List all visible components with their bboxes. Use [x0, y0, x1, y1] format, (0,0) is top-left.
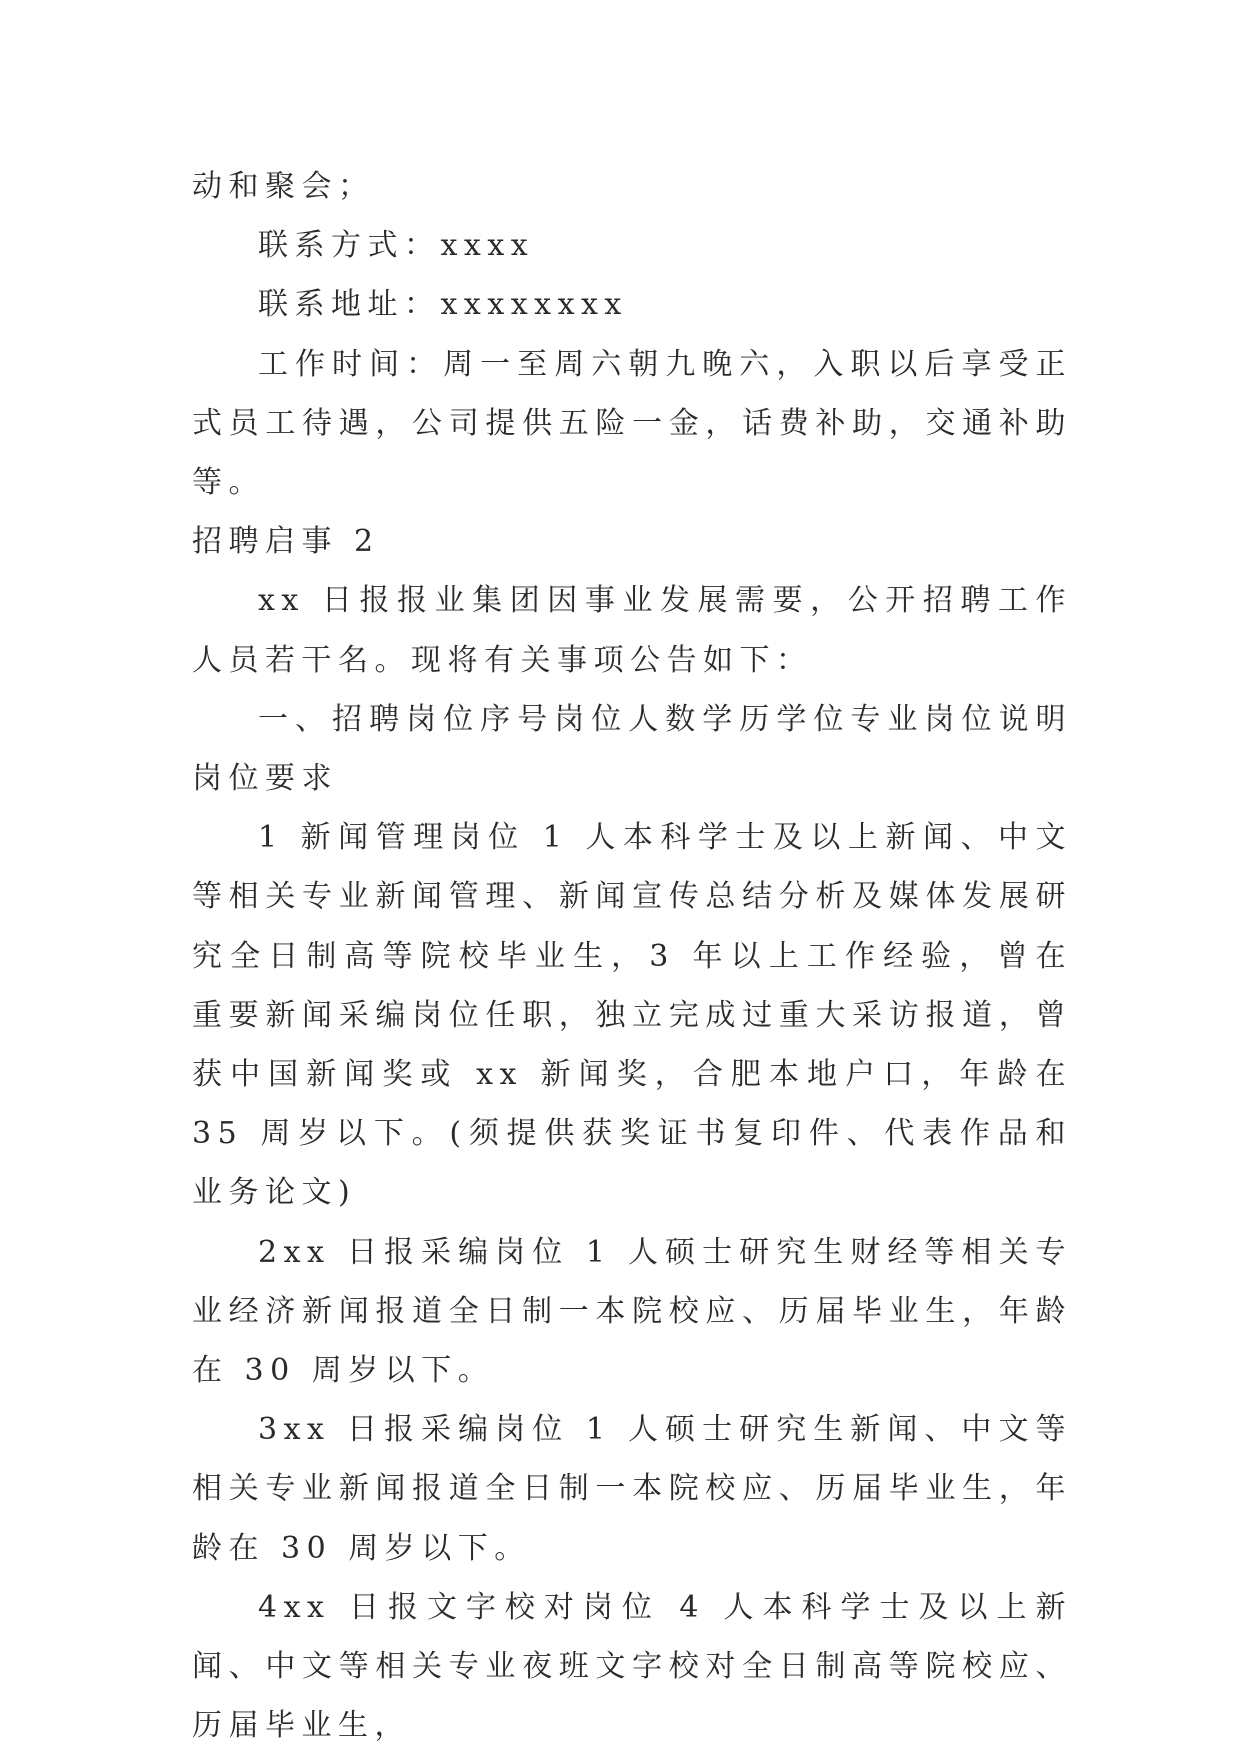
paragraph-contact-method: 联系方式：xxxx	[258, 228, 535, 264]
paragraph-work-hours: 工作时间：周一至周六朝九晚六，入职以后享受正式员工待遇，公司提供五险一金，话费补助，交通补助等。	[192, 346, 1072, 501]
paragraph-position-4: 4xx 日报文字校对岗位 4 人本科学士及以上新闻、中文等相关专业夜班文字校对全日制高等院校应、历届毕业生，	[192, 1589, 1072, 1744]
paragraph-intro: xx 日报报业集团因事业发展需要，公开招聘工作人员若干名。现将有关事项公告如下：	[192, 583, 1072, 678]
paragraph-activities-end: 动和聚会；	[192, 169, 375, 204]
paragraph-position-2: 2xx 日报采编岗位 1 人硕士研究生财经等相关专业经济新闻报道全日制一本院校应、历届毕业生，年龄在 30 周岁以下。	[192, 1234, 1072, 1389]
paragraph-positions-header: 一、招聘岗位序号岗位人数学历学位专业岗位说明岗位要求	[192, 701, 1072, 797]
paragraph-position-3: 3xx 日报采编岗位 1 人硕士研究生新闻、中文等相关专业新闻报道全日制一本院校应、历届毕业生，年龄在 30 周岁以下。	[192, 1412, 1072, 1566]
paragraph-position-1: 1 新闻管理岗位 1 人本科学士及以上新闻、中文等相关专业新闻管理、新闻宣传总结分析及媒体发展研究全日制高等院校毕业生，3 年以上工作经验，曾在重要新闻采编岗位任职，独立完成过重大采访报道，曾获中国新闻奖或 xx 新闻奖，合肥本地户口，年龄在 35 周岁以下。(须提供获奖证书复印件、代表作品和业务论文)	[192, 820, 1072, 1211]
paragraph-contact-address: 联系地址：xxxxxxxx	[258, 287, 628, 323]
section-heading-recruitment-2: 招聘启事 2	[192, 524, 380, 560]
document-body	[192, 157, 1072, 1755]
